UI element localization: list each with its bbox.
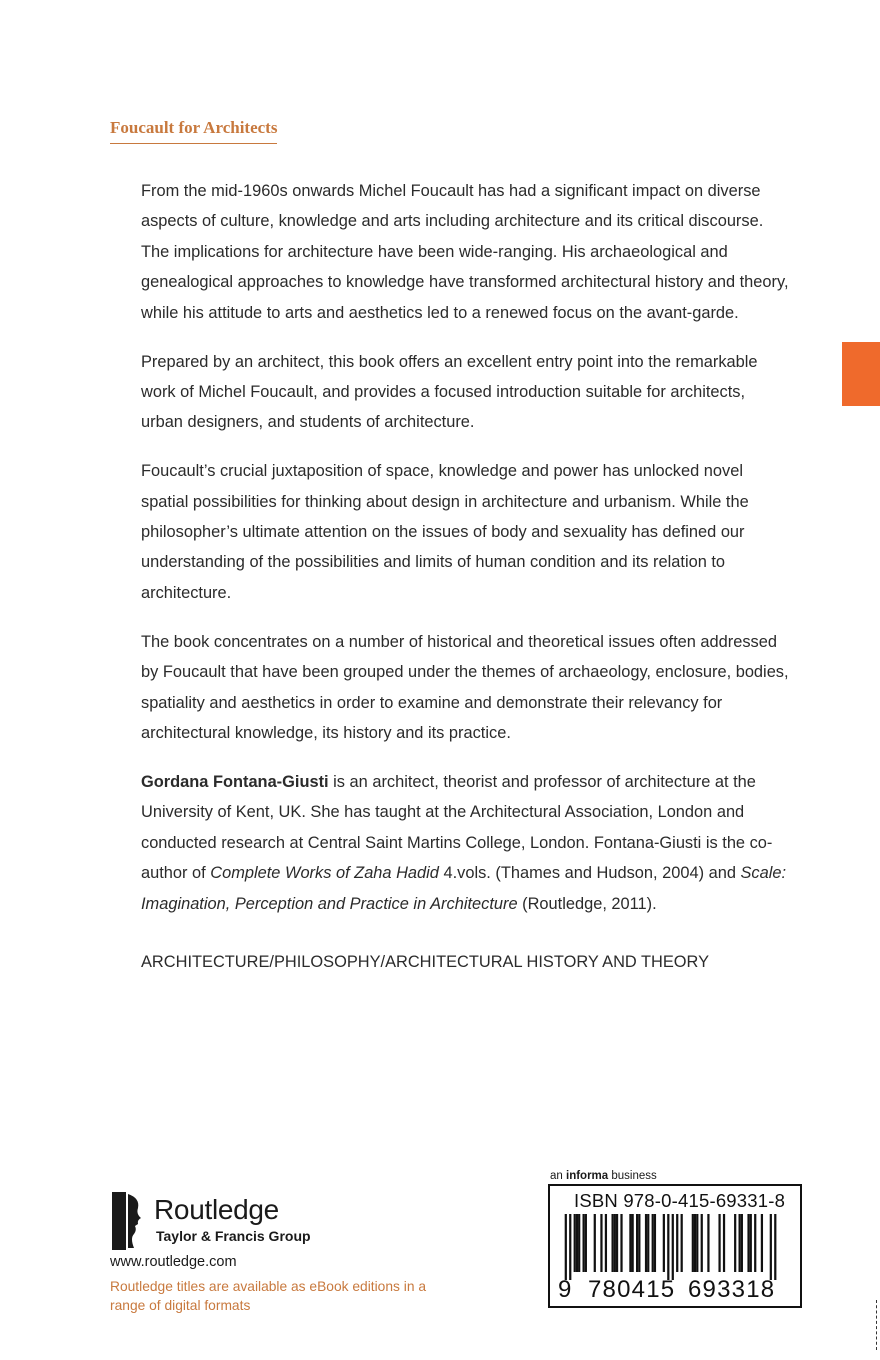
routledge-logo-icon (110, 1190, 146, 1252)
barcode-bar (647, 1214, 649, 1272)
barcode-bar (611, 1214, 613, 1272)
informa-prefix: an (550, 1170, 566, 1182)
barcode-bar (754, 1214, 756, 1272)
barcode-bar (636, 1214, 638, 1272)
blurb-paragraph-2: Prepared by an architect, this book offers an excellent entry point into the remarkable work of Michel Foucault, and provides a focused introduction suitable for architects, urban designers, and students of architecture. (141, 352, 758, 432)
barcode-bar (696, 1214, 698, 1272)
barcode-bar (652, 1214, 654, 1272)
barcode-bar (681, 1214, 683, 1272)
author-bio-text-2: 4.vols. (Thames and Hudson, 2004) and (438, 864, 741, 883)
publisher-block (110, 1190, 510, 1320)
barcode-bar (750, 1214, 752, 1272)
barcode-bar (569, 1214, 571, 1280)
barcode-bar (645, 1214, 647, 1272)
back-cover-blurb (141, 176, 791, 996)
isbn-label: ISBN 978-0-415-69331-8 (574, 1190, 786, 1211)
subject-categories: ARCHITECTURE/PHILOSOPHY/ARCHITECTURAL HISTORY AND THEORY (141, 952, 710, 971)
publisher-group: Taylor & Francis Group (156, 1228, 311, 1244)
barcode-bar (723, 1214, 725, 1272)
series-title: Foucault for Architects (110, 118, 277, 144)
barcode-bar (632, 1214, 634, 1272)
barcode-bar (600, 1214, 602, 1272)
barcode-bar (770, 1214, 772, 1280)
barcode-bar (761, 1214, 763, 1272)
barcode-bar (672, 1214, 674, 1280)
barcode-bar (747, 1214, 749, 1272)
blurb-paragraph-4: The book concentrates on a number of historical and theoretical issues often addressed by Foucault that have been grouped under the themes of archaeology, enclosure, bodies, spatiality and aesthetics in order to examine and demonstrate their relevancy for architectural knowledge, its history and its practice. (141, 632, 789, 742)
ebook-note: Routledge titles are available as eBook editions in a range of digital formats (110, 1279, 426, 1313)
barcode-bar (734, 1214, 736, 1272)
author-bio-text-3: (Routledge, 2011). (517, 894, 657, 913)
barcode-bar (576, 1214, 578, 1272)
barcode-bar (583, 1214, 585, 1272)
barcode-digits-left: 780415 (588, 1276, 676, 1303)
barcode-bar (605, 1214, 607, 1272)
blurb-paragraph-1: From the mid-1960s onwards Michel Foucault has had a significant impact on diverse aspects of culture, knowledge and arts including architecture and its critical discourse. The implications for architecture have been wide-ranging. His archaeological and genealogical approaches to knowledge have transformed architectural history and theory, while his attitude to arts and aesthetics led to a renewed focus on the avant-garde. (141, 182, 789, 322)
publisher-url[interactable]: www.routledge.com (110, 1254, 237, 1270)
informa-tagline (550, 1170, 657, 1182)
barcode-bar (614, 1214, 616, 1272)
barcode-bar (774, 1214, 776, 1280)
crop-mark (876, 1300, 878, 1350)
barcode-bar (718, 1214, 720, 1272)
barcode-digit-first: 9 (558, 1276, 572, 1303)
informa-suffix: business (608, 1170, 657, 1182)
barcode-bar (594, 1214, 596, 1272)
informa-brand: informa (566, 1170, 609, 1182)
barcode-bar (739, 1214, 741, 1272)
author-name: Gordana Fontana-Giusti (141, 772, 329, 791)
author-bio-text-1: is an architect, theorist and professor of architecture at the University of Kent, UK. She has taught at the Architectural Association, London and conducted research at Central Saint Martins College, London. Fontana-Giusti is the co-author of (141, 772, 773, 883)
edge-color-tab (842, 342, 880, 406)
barcode-bar (585, 1214, 587, 1272)
barcode-bar (578, 1214, 580, 1272)
blurb-paragraph-3: Foucault’s crucial juxtaposition of space, knowledge and power has unlocked novel spatial possibilities for thinking about design in architecture and urbanism. While the philosopher’s ultimate attention on the issues of body and sexuality has defined our understanding of the possibilities and limits of human condition and its relation to architecture. (141, 462, 749, 602)
barcode-bar (565, 1214, 567, 1280)
barcode-bar (741, 1214, 743, 1272)
barcode-bar (620, 1214, 622, 1272)
barcode-bar (701, 1214, 703, 1272)
barcode-digits-right: 693318 (688, 1276, 776, 1303)
isbn-barcode (548, 1184, 802, 1308)
barcode-bar (692, 1214, 694, 1272)
barcode-bar (638, 1214, 640, 1272)
author-work-1: Complete Works of Zaha Hadid (210, 864, 439, 883)
author-bio (141, 767, 791, 919)
barcode-bar (707, 1214, 709, 1272)
barcode-bar (654, 1214, 656, 1272)
barcode-bar (629, 1214, 631, 1272)
barcode-bar (694, 1214, 696, 1272)
barcode-bar (616, 1214, 618, 1272)
barcode-bar (663, 1214, 665, 1272)
publisher-name: Routledge (154, 1194, 279, 1225)
author-work-2: Scale: Imagination, Perception and Practice in Architecture (141, 864, 787, 913)
barcode-bars (558, 1214, 792, 1280)
barcode-bar (676, 1214, 678, 1272)
barcode-bar (574, 1214, 576, 1272)
barcode-bar (667, 1214, 669, 1280)
